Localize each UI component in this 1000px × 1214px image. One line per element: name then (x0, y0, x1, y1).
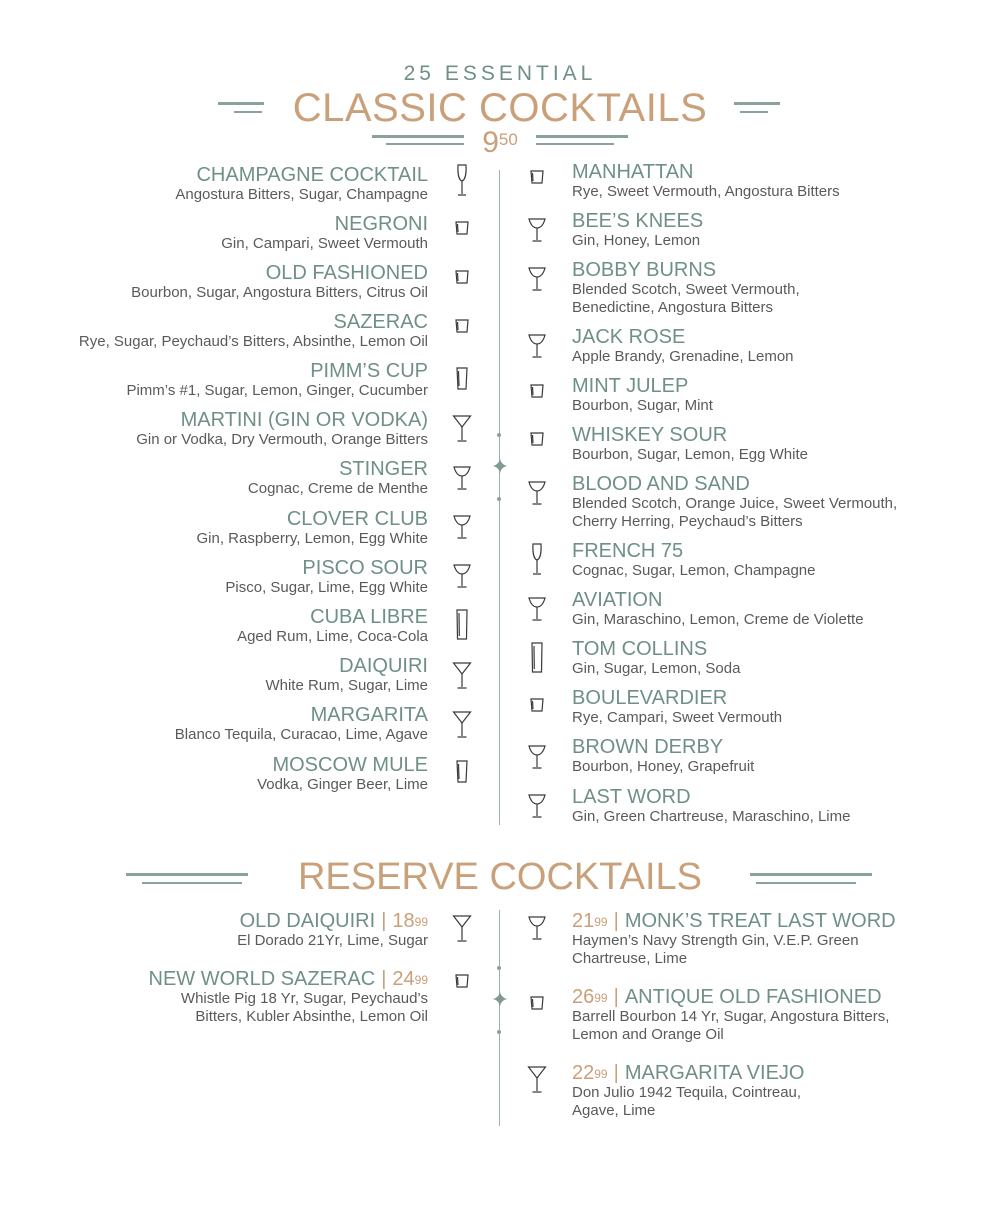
price-separator: | (613, 1062, 619, 1084)
price-main: 21 (572, 910, 595, 932)
menu-item (572, 473, 917, 531)
price (392, 910, 428, 932)
cocktail-name: OLD DAIQUIRI (239, 910, 376, 932)
cocktail-name: DAIQUIRI (339, 655, 428, 677)
cocktail-ingredients: Aged Rum, Lime, Coca-Cola (237, 628, 428, 645)
reserve-item (572, 1062, 822, 1120)
cocktail-name: NEW WORLD SAZERAC (148, 968, 376, 990)
highball-glass-icon (453, 755, 471, 789)
divider-dot (497, 966, 501, 970)
menu-item (197, 508, 429, 548)
cocktail-name: MANHATTAN (572, 161, 694, 183)
menu-item (572, 736, 872, 776)
decor-line (536, 135, 628, 138)
coupe-glass-icon (453, 461, 471, 495)
price-main: 18 (392, 910, 415, 932)
menu-item (572, 424, 872, 464)
price-cents: 99 (594, 1067, 608, 1081)
cocktail-ingredients: Haymen’s Navy Strength Gin, V.E.P. Green Chartreuse, Lime (572, 932, 859, 967)
cocktail-ingredients: Barrell Bourbon 14 Yr, Sugar, Angostura Bitters, Lemon and Orange Oil (572, 1008, 890, 1043)
cocktail-ingredients: Blended Scotch, Sweet Vermouth, Benedictine, Angostura Bitters (572, 281, 800, 316)
cocktail-name: MARTINI (GIN OR VODKA) (180, 409, 428, 431)
classic-price-cents: 50 (498, 130, 518, 149)
cocktail-name: JACK ROSE (572, 326, 686, 348)
cocktail-name: BOBBY BURNS (572, 259, 717, 281)
cocktail-name: WHISKEY SOUR (572, 424, 728, 446)
cocktail-name: OLD FASHIONED (265, 262, 428, 284)
cocktail-ingredients: Cognac, Creme de Menthe (247, 480, 428, 497)
price-cents: 99 (594, 915, 608, 929)
cocktail-ingredients: Cognac, Sugar, Lemon, Champagne (572, 562, 816, 579)
classic-price-main: 9 (482, 126, 499, 159)
price-separator: | (613, 986, 619, 1008)
reserve-name-line (0, 910, 428, 932)
decor-line (756, 882, 856, 884)
cocktail-ingredients: Gin, Green Chartreuse, Maraschino, Lime (572, 808, 851, 825)
cocktail-ingredients: Angostura Bitters, Sugar, Champagne (175, 186, 428, 203)
menu-item (221, 213, 428, 253)
price (392, 968, 428, 990)
menu-item (175, 704, 428, 744)
cocktail-ingredients: Bourbon, Sugar, Lemon, Egg White (572, 446, 808, 463)
menu-item (126, 360, 428, 400)
menu-item (257, 754, 428, 794)
flute-glass-icon (453, 164, 471, 198)
menu-title: CLASSIC COCKTAILS (292, 86, 708, 130)
price (572, 1062, 608, 1084)
collins-glass-icon (453, 608, 471, 642)
martini-glass-icon (453, 911, 471, 945)
reserve-name-line (572, 1062, 822, 1084)
price-separator: | (613, 910, 619, 932)
menu-item (572, 540, 872, 580)
divider-dot (497, 1030, 501, 1034)
sparkle-icon: ✦ (490, 454, 510, 479)
price-main: 26 (572, 986, 595, 1008)
collins-glass-icon (528, 641, 546, 675)
cocktail-ingredients: Vodka, Ginger Beer, Lime (257, 776, 428, 793)
cocktail-ingredients: Gin, Sugar, Lemon, Soda (572, 660, 741, 677)
cocktail-name: BEE’S KNEES (572, 210, 704, 232)
martini-glass-icon (528, 1062, 546, 1096)
cocktail-name: ANTIQUE OLD FASHIONED (624, 986, 882, 1008)
rocks-glass-icon (528, 986, 546, 1020)
price-cents: 99 (414, 973, 428, 987)
rocks-glass-icon (528, 160, 546, 194)
decor-line (734, 102, 780, 105)
reserve-title: RESERVE COCKTAILS (297, 856, 703, 898)
price (572, 910, 608, 932)
cocktail-name: AVIATION (572, 589, 663, 611)
price-main: 24 (392, 968, 415, 990)
menu-item (237, 606, 428, 646)
reserve-name-line (572, 986, 912, 1008)
rocks-glass-icon (528, 688, 546, 722)
decor-line (386, 143, 464, 145)
cocktail-name: CUBA LIBRE (310, 606, 428, 628)
flute-glass-icon (528, 543, 546, 577)
classic-price (0, 126, 1000, 160)
coupe-glass-icon (528, 213, 546, 247)
cocktail-name: NEGRONI (334, 213, 428, 235)
price-cents: 99 (594, 991, 608, 1005)
cocktail-name: BROWN DERBY (572, 736, 724, 758)
coupe-glass-icon (528, 476, 546, 510)
cocktail-ingredients: Gin, Campari, Sweet Vermouth (221, 235, 428, 252)
cocktail-ingredients: Gin, Raspberry, Lemon, Egg White (196, 530, 428, 547)
sparkle-icon: ✦ (490, 987, 510, 1012)
cocktail-ingredients: El Dorado 21Yr, Lime, Sugar (237, 932, 428, 949)
cocktail-name: STINGER (339, 458, 428, 480)
menu-item (572, 786, 872, 826)
menu-item (131, 262, 428, 302)
menu-item (572, 259, 822, 317)
decor-line (536, 143, 614, 145)
coupe-glass-icon (528, 911, 546, 945)
cocktail-name: BOULEVARDIER (572, 687, 728, 709)
menu-item (265, 655, 428, 695)
coupe-glass-icon (453, 510, 471, 544)
cocktail-ingredients: Don Julio 1942 Tequila, Cointreau, Agave, Lime (572, 1084, 802, 1119)
menu-item (572, 589, 892, 629)
rocks-glass-icon (528, 422, 546, 456)
decor-line (234, 111, 262, 113)
price-separator: | (381, 968, 387, 990)
highball-glass-icon (453, 362, 471, 396)
price-separator: | (381, 910, 387, 932)
menu-item (572, 638, 872, 678)
decor-line (218, 102, 264, 105)
cocktail-name: LAST WORD (572, 786, 691, 808)
rocks-glass-icon (528, 374, 546, 408)
cocktail-ingredients: Blended Scotch, Orange Juice, Sweet Vermouth, Cherry Herring, Peychaud’s Bitters (572, 495, 898, 530)
cocktail-ingredients: Whistle Pig 18 Yr, Sugar, Peychaud’s Bitters, Kubler Absinthe, Lemon Oil (180, 990, 428, 1025)
cocktail-ingredients: Rye, Sugar, Peychaud’s Bitters, Absinthe, Lemon Oil (78, 333, 428, 350)
martini-glass-icon (453, 658, 471, 692)
menu-item (572, 375, 872, 415)
cocktail-ingredients: Rye, Sweet Vermouth, Angostura Bitters (572, 183, 840, 200)
menu-item (572, 326, 872, 366)
reserve-item (148, 968, 428, 1026)
cocktail-ingredients: Gin or Vodka, Dry Vermouth, Orange Bitters (136, 431, 428, 448)
cocktail-ingredients: Bourbon, Sugar, Mint (572, 397, 713, 414)
coupe-glass-icon (528, 329, 546, 363)
cocktail-ingredients: White Rum, Sugar, Lime (265, 677, 428, 694)
menu-item (79, 311, 428, 351)
coupe-glass-icon (528, 789, 546, 823)
cocktail-ingredients: Gin, Maraschino, Lemon, Creme de Violette (572, 611, 864, 628)
price (572, 986, 608, 1008)
decor-line (750, 873, 872, 876)
cocktail-name: MARGARITA (310, 704, 428, 726)
cocktail-name: SAZERAC (333, 311, 428, 333)
rocks-glass-icon (453, 211, 471, 245)
coupe-glass-icon (453, 559, 471, 593)
coupe-glass-icon (528, 262, 546, 296)
menu-item (175, 164, 428, 204)
menu-item (572, 687, 872, 727)
decor-line (142, 882, 242, 884)
price-cents: 99 (414, 915, 428, 929)
cocktail-name: CLOVER CLUB (286, 508, 428, 530)
cocktail-ingredients: Apple Brandy, Grenadine, Lemon (572, 348, 794, 365)
decor-line (740, 111, 768, 113)
cocktail-name: BLOOD AND SAND (572, 473, 750, 495)
divider-dot (497, 433, 501, 437)
reserve-name-line (0, 968, 428, 990)
cocktail-name: CHAMPAGNE COCKTAIL (196, 164, 428, 186)
cocktail-ingredients: Rye, Campari, Sweet Vermouth (572, 709, 783, 726)
decor-line (126, 873, 248, 876)
martini-glass-icon (453, 411, 471, 445)
coupe-glass-icon (528, 740, 546, 774)
martini-glass-icon (453, 707, 471, 741)
rocks-glass-icon (453, 309, 471, 343)
menu-item (572, 210, 872, 250)
decor-line (372, 135, 464, 138)
cocktail-name: MARGARITA VIEJO (624, 1062, 805, 1084)
reserve-item (572, 910, 896, 968)
cocktail-ingredients: Gin, Honey, Lemon (572, 232, 701, 249)
price-main: 22 (572, 1062, 595, 1084)
menu-item (572, 161, 872, 201)
reserve-item (572, 986, 912, 1044)
cocktail-ingredients: Pimm’s #1, Sugar, Lemon, Ginger, Cucumber (126, 382, 428, 399)
cocktail-name: PIMM’S CUP (310, 360, 428, 382)
cocktail-ingredients: Pisco, Sugar, Lime, Egg White (225, 579, 428, 596)
cocktail-ingredients: Bourbon, Sugar, Angostura Bitters, Citrus Oil (131, 284, 428, 301)
cocktail-ingredients: Blanco Tequila, Curacao, Lime, Agave (174, 726, 428, 743)
reserve-divider (499, 910, 500, 1126)
reserve-name-line (572, 910, 896, 932)
menu-item (248, 458, 428, 498)
cocktail-name: MONK’S TREAT LAST WORD (624, 910, 896, 932)
rocks-glass-icon (453, 260, 471, 294)
cocktail-name: FRENCH 75 (572, 540, 684, 562)
menu-item (136, 409, 428, 449)
menu-item (225, 557, 428, 597)
rocks-glass-icon (453, 964, 471, 998)
cocktail-name: MINT JULEP (572, 375, 689, 397)
cocktail-ingredients: Bourbon, Honey, Grapefruit (572, 758, 755, 775)
menu-subtitle: 25 ESSENTIAL (403, 62, 597, 85)
cocktail-name: TOM COLLINS (572, 638, 708, 660)
cocktail-name: MOSCOW MULE (272, 754, 428, 776)
divider-dot (497, 497, 501, 501)
coupe-glass-icon (528, 592, 546, 626)
reserve-item (128, 910, 428, 950)
cocktail-name: PISCO SOUR (302, 557, 428, 579)
